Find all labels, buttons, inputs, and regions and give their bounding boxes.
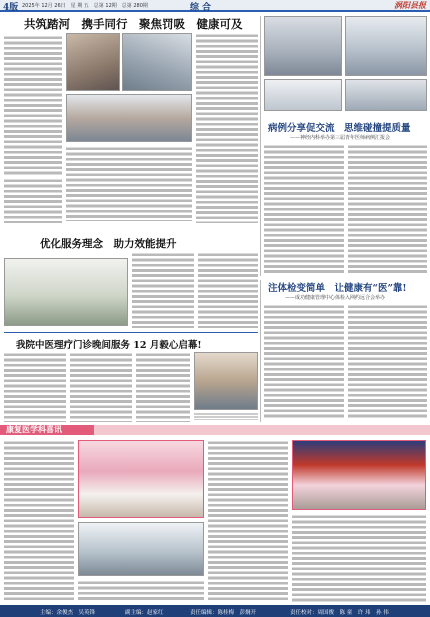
article-2-body-col1 xyxy=(264,144,344,274)
rehab-section-label: 康复医学科喜讯 xyxy=(0,425,94,435)
date-line: 2025年 12月 26日 星 期 五 总第 12期 总第 280期 xyxy=(22,3,148,9)
article-3-photo xyxy=(4,258,128,326)
rehab-group-photo xyxy=(78,522,204,576)
article-5-photo xyxy=(194,352,258,410)
article-5-body-col1 xyxy=(4,352,66,422)
article-1-photo-2 xyxy=(122,33,192,91)
column-divider-2 xyxy=(260,280,261,422)
article-1-body-col2 xyxy=(66,146,192,221)
article-4-body-col1 xyxy=(264,304,344,420)
footer-duty-editor: 责任编辑：陈桂梅 彭炯开 xyxy=(190,610,257,616)
article-1-photo-3 xyxy=(66,94,192,142)
article-2-photo-2 xyxy=(345,16,427,76)
section-title: 综合 xyxy=(190,3,215,13)
rehab-award-photo-frame xyxy=(78,440,204,518)
article-3-body-col2 xyxy=(198,252,258,328)
rehab-ceremony-photo xyxy=(292,440,426,510)
article-5-photo-caption xyxy=(194,412,258,420)
footer-deputy-editor: 副主编：赵家红 xyxy=(125,610,164,616)
article-4-headline: 注体检变简单 让健康有“医”靠! xyxy=(268,283,407,294)
page-footer xyxy=(0,605,430,617)
article-1-photo-1 xyxy=(66,33,120,91)
article-4-subtitle: ——成功健康管理中心体检入网约远合会举办 xyxy=(285,295,386,301)
article-3-body-col1 xyxy=(132,252,194,328)
rehab-body-col2 xyxy=(78,580,204,602)
article-3-headline: 优化服务理念 助力效能提升 xyxy=(40,238,177,250)
newspaper-logo: 涡阳县报 xyxy=(394,0,426,10)
article-2-body-col2 xyxy=(348,144,427,274)
article-5-body-col3 xyxy=(136,352,190,422)
article-2-photo-3 xyxy=(264,79,342,111)
article-1-body-col3 xyxy=(4,178,62,223)
article-1-headline: 共筑踏河 携手同行 聚焦罚吸 健康可及 xyxy=(24,17,243,31)
page-header xyxy=(0,0,430,12)
footer-chief-editor: 主编：余俊杰 吴英锋 xyxy=(40,610,96,616)
rehab-section-band xyxy=(0,425,430,435)
article-2-headline: 病例分享促交流 思维碰撞提质量 xyxy=(268,123,411,134)
article-1-body-col4 xyxy=(196,33,258,223)
footer-proofreader: 责任校对：周国俊 陈 童 许 玮 孙 伟 xyxy=(290,610,389,616)
article-2-photo-1 xyxy=(264,16,342,76)
article-4-body-col2 xyxy=(348,304,427,420)
rehab-body-col4 xyxy=(292,514,426,602)
article-1-body-col1 xyxy=(4,35,62,175)
article-5-body-col2 xyxy=(70,352,132,422)
page-number: 4版 xyxy=(3,3,19,13)
section-rule xyxy=(4,332,258,333)
rehab-body-col1 xyxy=(4,440,74,602)
article-2-subtitle: ——神经内科举办第三届青年医师病例汇报会 xyxy=(290,135,391,141)
rehab-body-col3 xyxy=(208,440,288,602)
article-2-photo-4 xyxy=(345,79,427,111)
article-5-headline: 我院中医理疗门诊晚间服务 12 月毅心启幕! xyxy=(16,340,202,351)
column-divider xyxy=(260,16,261,276)
